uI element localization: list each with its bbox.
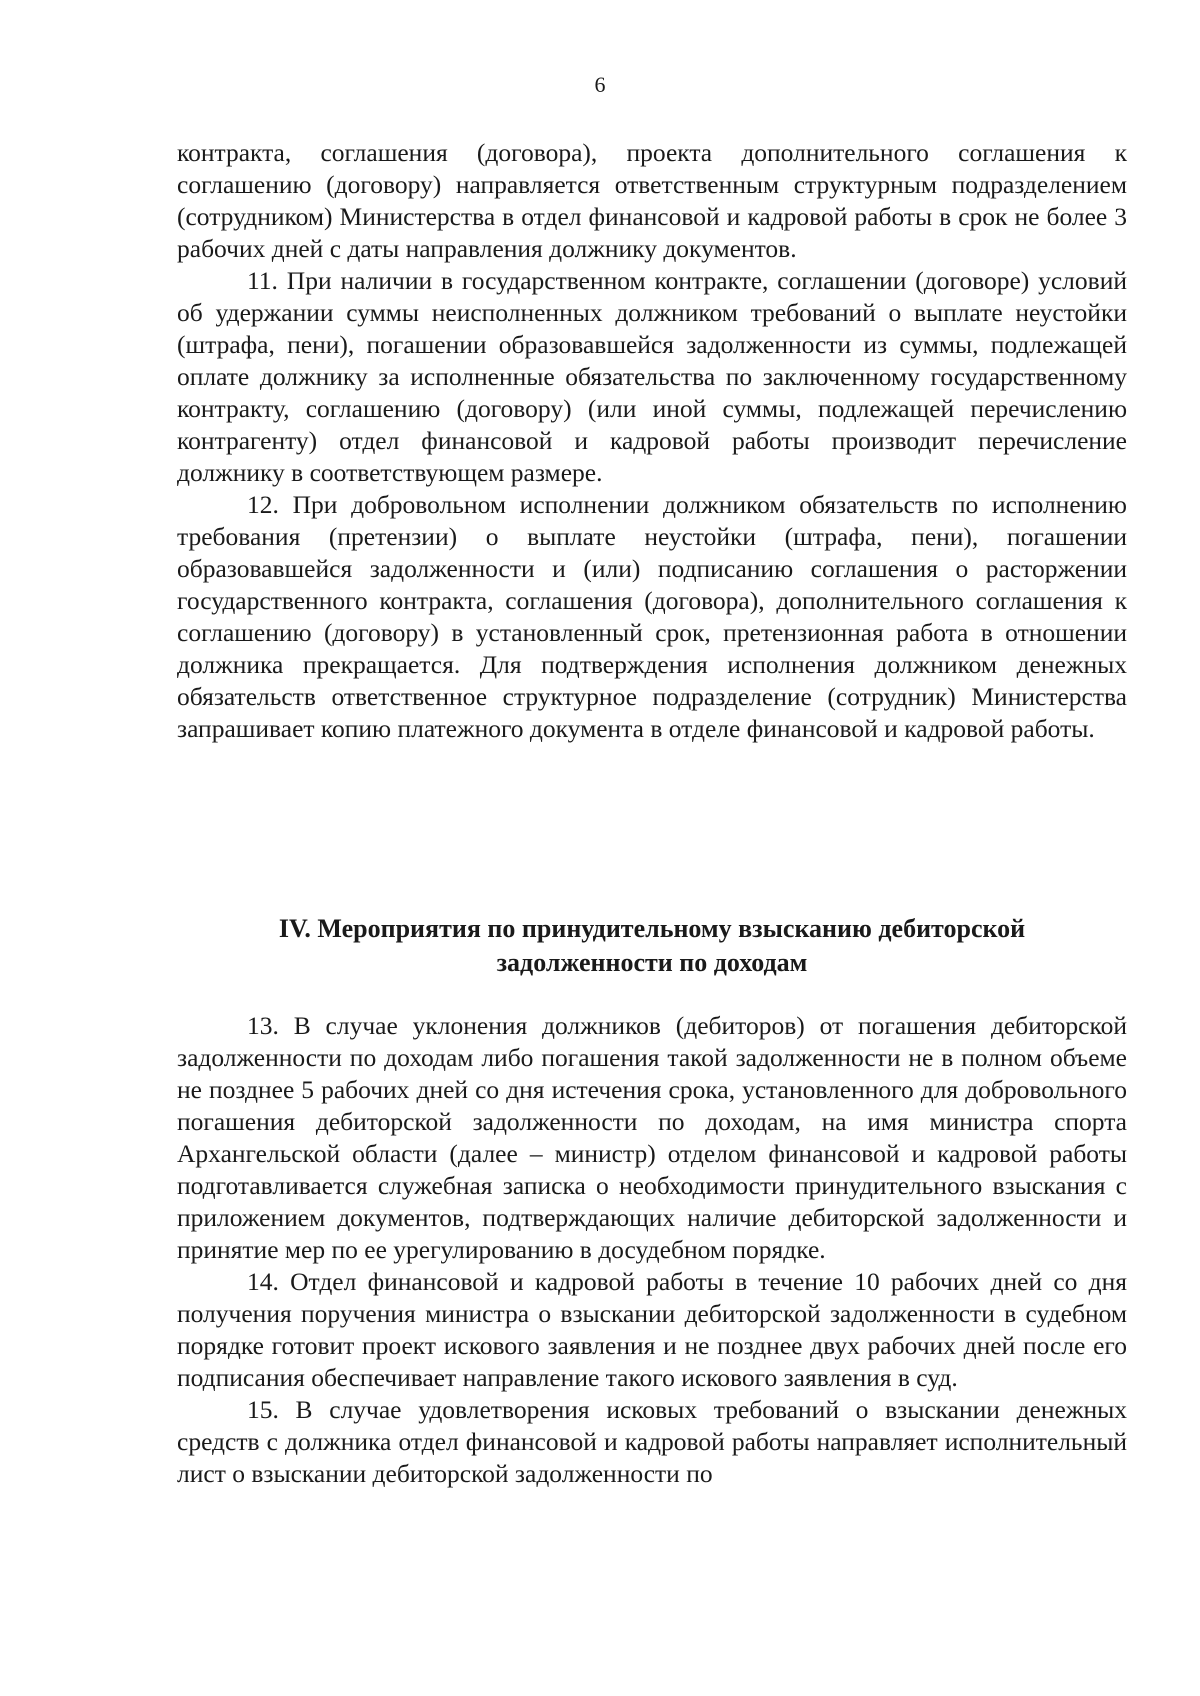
paragraph-continuation: контракта, соглашения (договора), проекта дополнительного соглашения к соглашению (договору) направляется ответственным структурным подразделением (сотрудником) Министерства в отдел финансовой и кадровой работы в срок не более 3 рабочих дней с даты направления должнику документов.	[177, 138, 1127, 263]
paragraph-13: 13. В случае уклонения должников (дебиторов) от погашения дебиторской задолженности по доходам либо погашения такой задолженности не в полном объеме не позднее 5 рабочих дней со дня истечения срока, установленного для добровольного погашения дебиторской задолженности по доходам, на имя министра спорта Архангельской области (далее – министр) отделом финансовой и кадровой работы подготавливается служебная записка о необходимости принудительного взыскания с приложением документов, подтверждающих наличие дебиторской задолженности и принятие мер по ее урегулированию в досудебном порядке.	[177, 1011, 1127, 1264]
paragraph-12: 12. При добровольном исполнении должником обязательств по исполнению требования (претензии) о выплате неустойки (штрафа, пени), погашении образовавшейся задолженности и (или) подписанию соглашения о расторжении государственного контракта, соглашения (договора), дополнительного соглашения к соглашению (договору) в установленный срок, претензионная работа в отношении должника прекращается. Для подтверждения исполнения должником денежных обязательств ответственное структурное подразделение (сотрудник) Министерства запрашивает копию платежного документа в отделе финансовой и кадровой работы.	[177, 490, 1127, 743]
section-heading	[177, 912, 1127, 980]
page-number: 6	[594, 72, 606, 97]
paragraph-15: 15. В случае удовлетворения исковых требований о взыскании денежных средств с должника отдел финансовой и кадровой работы направляет исполнительный лист о взыскании дебиторской задолженности по	[177, 1395, 1127, 1488]
section-heading-line-1: IV. Мероприятия по принудительному взысканию дебиторской	[278, 914, 1026, 943]
paragraph-14: 14. Отдел финансовой и кадровой работы в течение 10 рабочих дней со дня получения поручения министра о взыскании дебиторской задолженности в судебном порядке готовит проект искового заявления и не позднее двух рабочих дней после его подписания обеспечивает направление такого искового заявления в суд.	[177, 1267, 1127, 1392]
document-body-lower	[177, 1010, 1127, 1490]
document-body-upper	[177, 137, 1127, 745]
section-heading-line-2: задолженности по доходам	[496, 948, 808, 977]
paragraph-11: 11. При наличии в государственном контракте, соглашении (договоре) условий об удержании суммы неисполненных должником требований о выплате неустойки (штрафа, пени), погашении образовавшейся задолженности из суммы, подлежащей оплате должнику за исполненные обязательства по заключенному государственному контракту, соглашению (договору) (или иной суммы, подлежащей перечислению контрагенту) отдел финансовой и кадровой работы производит перечисление должнику в соответствующем размере.	[177, 266, 1127, 487]
